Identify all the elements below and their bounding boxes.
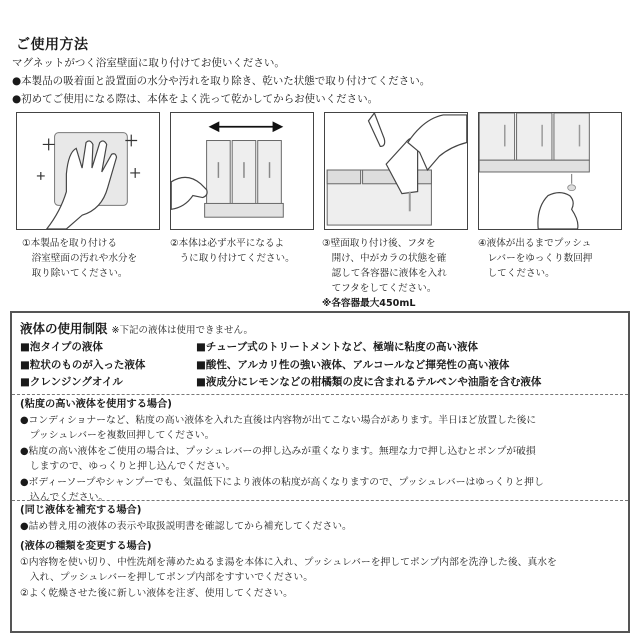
caption-line: ①本製品を取り付ける	[22, 238, 117, 249]
wipe-wall-icon	[17, 113, 159, 229]
caption-line: レバーをゆっくり数回押	[478, 253, 593, 264]
step-illustrations	[16, 112, 626, 232]
step2-illustration	[170, 112, 314, 230]
pour-liquid-icon	[325, 113, 467, 229]
change-section: (液体の種類を変更する場合) ①内容物を使い切り、中性洗剤を薄めたぬるま湯を本体に入れ、プッシュレバーを押してポンプ内部を洗浄した後、真水を 入れ、プッシュレバーを押してポンプ内部をすすいでください。 ②よく乾燥させた後に新しい液体を注ぎ、使用してください。	[20, 541, 557, 599]
caution-subtitle: ※下記の液体は使用できません。	[111, 325, 254, 336]
step-captions	[16, 236, 632, 309]
push-lever-icon	[479, 113, 621, 229]
step2-caption	[170, 236, 295, 266]
caption-line: 開け、中がカラの状態を確	[322, 253, 447, 264]
intro-line: マグネットがつく浴室壁面に取り付けてお使いください。	[12, 57, 285, 69]
usage-intro	[12, 54, 430, 108]
caution-title	[20, 319, 253, 337]
caption-line: ③壁面取り付け後、フタを	[322, 238, 436, 249]
caption-line: ④液体が出るまでプッシュ	[478, 238, 592, 249]
caption-line: ②本体は必ず水平になるよ	[170, 238, 285, 249]
caption-line: 浴室壁面の汚れや水分を	[22, 253, 138, 264]
usage-title: ご使用方法	[16, 37, 89, 53]
divider	[12, 394, 628, 395]
viscous-section: (粘度の高い液体を使用する場合) ●コンディショナーなど、粘度の高い液体を入れた直後は内容物が出てこない場合があります。半日ほど放置した後に プッシュレバーを複数回押してください。 ●粘度の高い液体をご使用の場合は、プッシュレバーの押し込みが重くなります。無理な力で押し込むとポンプが破損 しますので、ゆっくりと押し込んでください。 ●ボディーソープやシャンプーでも、気温低下により液体の粘度が高くなりますので、プッシュレバーはゆっくりと押し 込んでください。	[20, 399, 544, 503]
divider	[12, 500, 628, 501]
step3-illustration	[324, 112, 468, 230]
intro-line: ●本製品の吸着面と設置面の水分や汚れを取り除き、乾いた状態で取り付けてください。	[12, 75, 431, 87]
intro-line: ●初めてご使用になる際は、本体をよく洗って乾かしてからお使いください。	[12, 93, 379, 105]
step1-caption	[22, 236, 137, 281]
step4-illustration	[478, 112, 622, 230]
section-heading: (粘度の高い液体を使用する場合)	[20, 399, 172, 410]
section-heading: (液体の種類を変更する場合)	[20, 541, 152, 552]
caption-line: てフタをしてください。	[322, 283, 437, 294]
caution-heading: 液体の使用制限	[20, 321, 108, 336]
caption-line: 取り除いてください。	[22, 268, 128, 279]
refill-section: (同じ液体を補充する場合) ●詰め替え用の液体の表示や取扱説明書を確認してから補充してください。	[20, 505, 352, 532]
step4-caption	[478, 236, 592, 281]
capacity-note: ※各容器最大450mL	[322, 298, 416, 309]
caution-box: 液体の使用制限 ※下記の液体は使用できません。 ■泡タイプの液体 ■チューブ式のトリートメントなど、極端に粘度の高い液体 ■粒状のものが入った液体 ■酸性、アルカリ性の強い液体、アルコールなど揮発性の高い液体 ■クレンジングオイル ■液成分にレモンなどの柑橘類の皮に含まれるテルペンや油脂を含む液体 (粘度の高い液体を使用する場合) ●コンディショナーなど、粘度の高い液体を入れた直後は内容物が出てこない場合があります。半日ほど放置した後に プッシュレバーを複数回押してください。 ●粘度の高い液体をご使用の場合は、プッシュレバーの押し込みが重くなります。無理な力で押し込むとポンプが破損 しますので、ゆっくりと押し込んでください。 ●ボディーソープやシャンプーでも、気温低下により液体の粘度が高くなりますので、プッシュレバーはゆっくりと押し 込んでください。 (同じ液体を補充する場合) ●詰め替え用の液体の表示や取扱説明書を確認してから補充してください。 (液体の種類を変更する場合) ①内容物を使い切り、中性洗剤を薄めたぬるま湯を本体に入れ、プッシュレバーを押してポンプ内部を洗浄した後、真水を 入れ、プッシュレバーを押してポンプ内部をすすいでください。 ②よく乾燥させた後に新しい液体を注ぎ、使用してください。	[10, 311, 630, 633]
caption-line: うに取り付けてください。	[170, 253, 295, 264]
caption-line: 認して各容器に液体を入れ	[322, 268, 447, 279]
caption-line: してください。	[478, 268, 555, 279]
section-heading: (同じ液体を補充する場合)	[20, 505, 142, 516]
step3-caption	[322, 236, 447, 311]
level-dispenser-icon	[171, 113, 313, 229]
step1-illustration	[16, 112, 160, 230]
